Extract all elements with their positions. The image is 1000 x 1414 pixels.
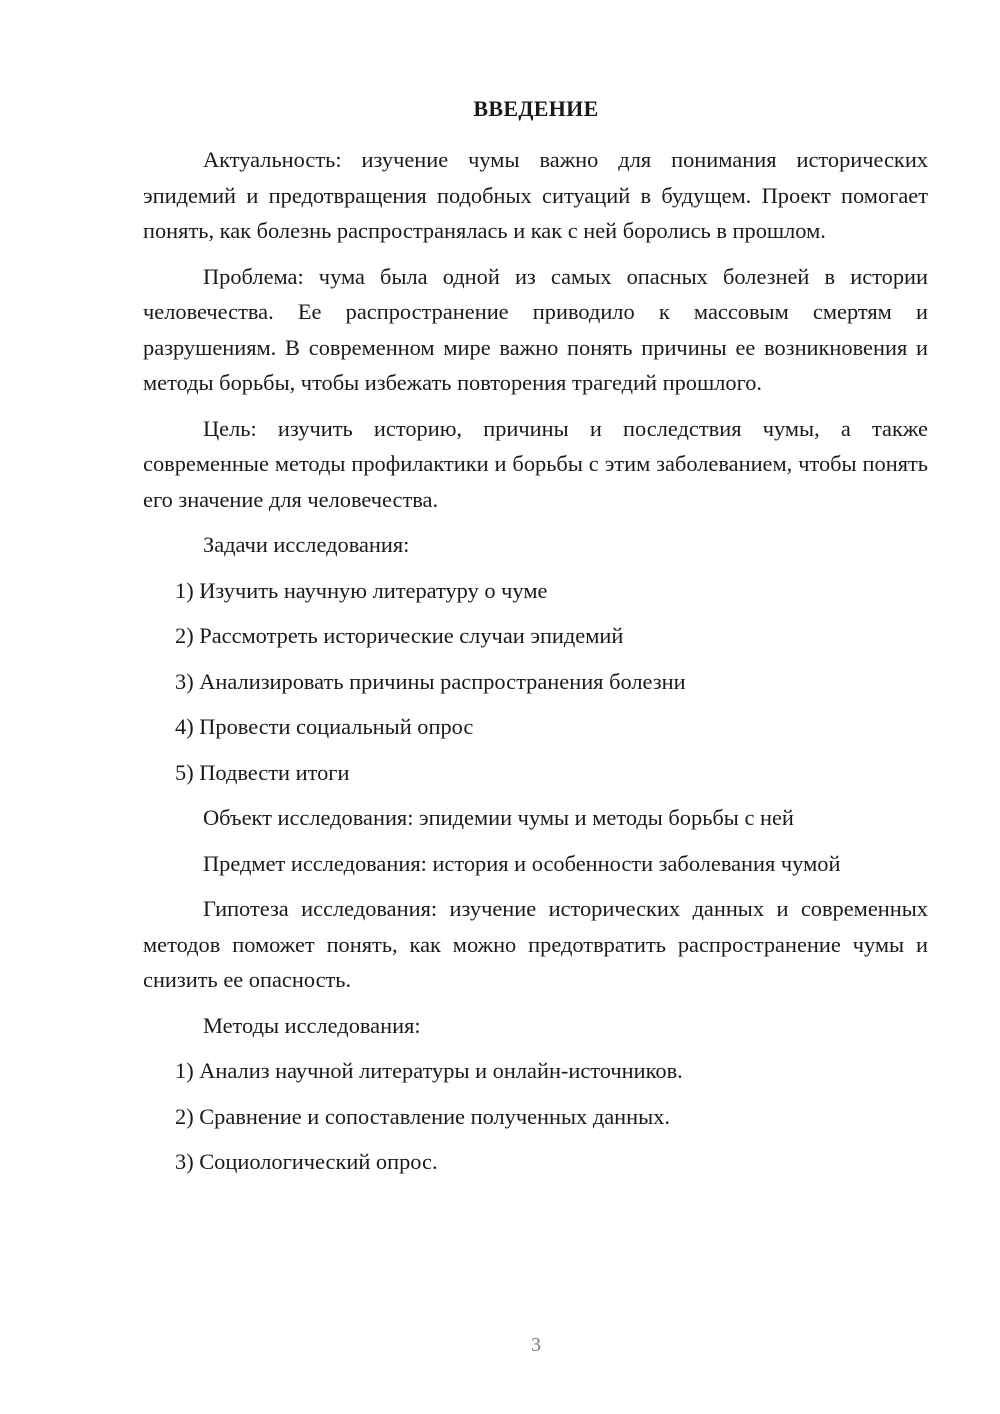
subject-line: Предмет исследования: история и особенности заболевания чумой: [203, 850, 841, 876]
task-item: 2) Рассмотреть исторические случаи эпидемий: [175, 623, 624, 648]
method-item: 2) Сравнение и сопоставление полученных данных.: [175, 1103, 670, 1129]
document-body: [143, 142, 928, 1190]
task-item: 3) Анализировать причины распространения болезни: [175, 668, 686, 694]
method-item: 3) Социологический опрос.: [175, 1149, 438, 1174]
problem-paragraph: Проблема: чума была одной из самых опасных болезней в истории человечества. Ее распространение приводило к массовым смертям и разрушениям. В современном мире важно понять причины ее возникновения и методы борьбы, чтобы избежать повторения трагедий прошлого.: [143, 263, 928, 395]
task-item: 1) Изучить научную литературу о чуме: [175, 577, 548, 603]
method-item: 1) Анализ научной литературы и онлайн-источников.: [175, 1058, 683, 1083]
tasks-heading: Задачи исследования:: [203, 532, 410, 557]
page-title: ВВЕДЕНИЕ: [473, 96, 599, 121]
object-line: Объект исследования: эпидемии чумы и методы борьбы с ней: [203, 805, 794, 830]
hypothesis-paragraph: Гипотеза исследования: изучение исторических данных и современных методов поможет понять, как можно предотвратить распространение чумы и снизить ее опасность.: [143, 896, 928, 992]
relevance-paragraph: Актуальность: изучение чумы важно для понимания исторических эпидемий и предотвращения подобных ситуаций в будущем. Проект помогает понять, как болезнь распространялась и как с ней боролись в прошлом.: [143, 147, 928, 243]
task-item: 5) Подвести итоги: [175, 759, 350, 785]
methods-heading: Методы исследования:: [203, 1012, 421, 1038]
page-number: 3: [531, 1334, 541, 1356]
goal-paragraph: Цель: изучить историю, причины и последствия чумы, а также современные методы профилактики и борьбы с этим заболеванием, чтобы понять его значение для человечества.: [143, 415, 928, 512]
task-item: 4) Провести социальный опрос: [175, 714, 474, 739]
